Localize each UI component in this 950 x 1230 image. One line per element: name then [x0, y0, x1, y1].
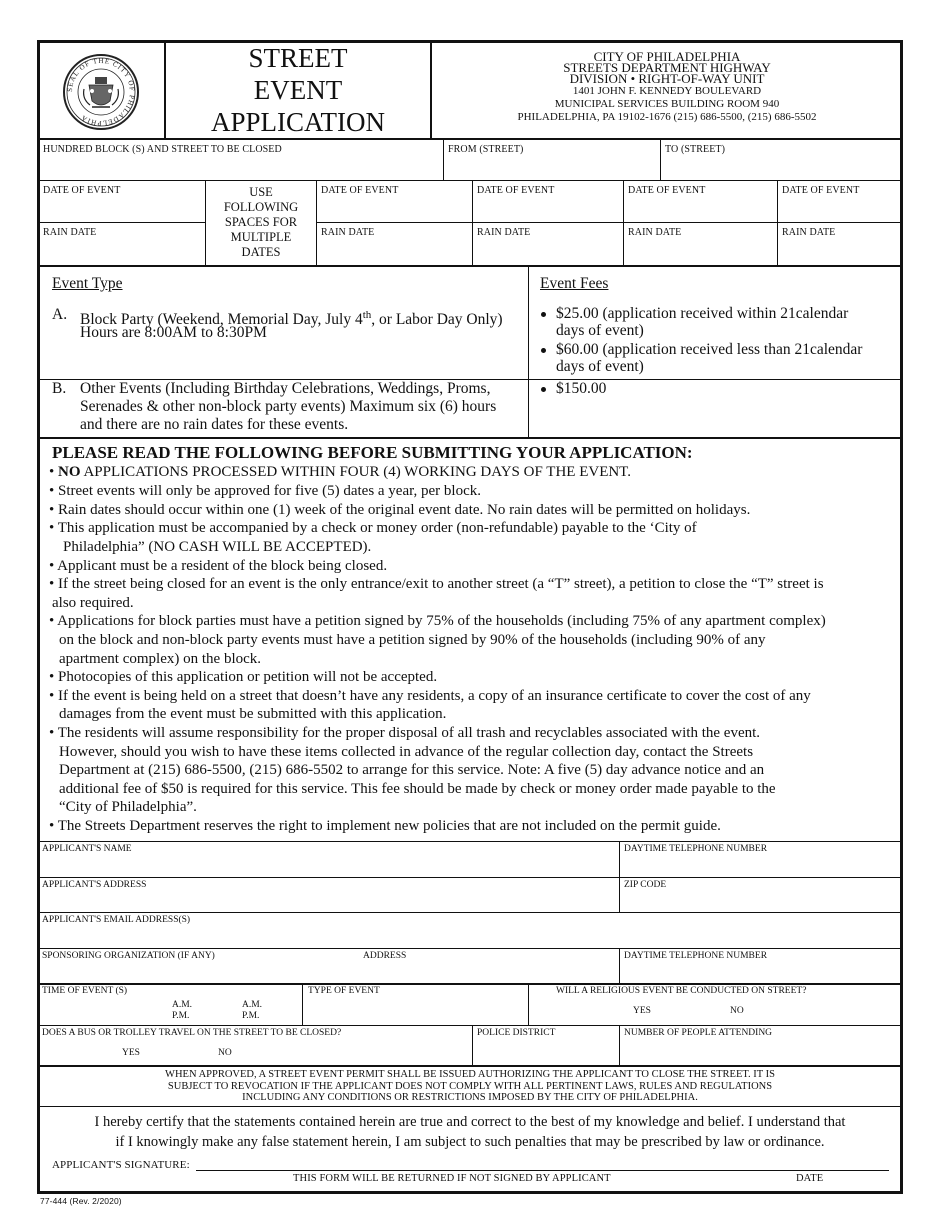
- agency-address-line: MUNICIPAL SERVICES BUILDING ROOM 940: [554, 98, 780, 110]
- event-type-a-text: , or Labor Day Only): [371, 311, 503, 329]
- applicant-name-field[interactable]: [42, 856, 614, 875]
- row-rule: [38, 437, 902, 439]
- notice-line: • The Streets Department reserves the right to implement new policies that are not included on the permit guide.: [49, 818, 721, 834]
- return-note: THIS FORM WILL BE RETURNED IF NOT SIGNED BY APPLICANT: [293, 1173, 611, 1184]
- cell-divider: [472, 1026, 473, 1065]
- event-date-label: DATE OF EVENT: [628, 185, 706, 196]
- rain-date-field[interactable]: [321, 242, 468, 262]
- signature-field[interactable]: [196, 1152, 889, 1169]
- cell-divider: [472, 180, 473, 266]
- type-of-event-field[interactable]: [308, 998, 524, 1022]
- to-street-label: TO (STREET): [665, 144, 726, 155]
- bullet-icon: [541, 348, 546, 353]
- religious-no-option[interactable]: NO: [730, 1006, 744, 1016]
- fee-a1-line: $25.00 (application received within 21calendar: [556, 305, 849, 322]
- notice-line: damages from the event must be submitted with this application.: [59, 706, 447, 722]
- rain-date-label: RAIN DATE: [321, 227, 375, 238]
- row-rule: [38, 1065, 902, 1067]
- note-line: USE: [249, 185, 273, 199]
- rain-date-field[interactable]: [44, 242, 200, 262]
- notice-line: However, should you wish to have these items collected in advance of the regular collection day, contact the Streets: [59, 744, 754, 760]
- notice-line: • The residents will assume responsibility for the proper disposal of all trash and recyclables associated with the event.: [49, 725, 761, 741]
- statement-line: WHEN APPROVED, A STREET EVENT PERMIT SHALL BE ISSUED AUTHORIZING THE APPLICANT TO CLOSE THE STREET. IT IS: [165, 1069, 775, 1080]
- agency-address-line: PHILADELPHIA, PA 19102-1676 (215) 686-5500, (215) 686-5502: [517, 111, 817, 123]
- row-rule: [38, 841, 902, 842]
- page-title: [166, 42, 430, 138]
- cell-divider: [443, 139, 444, 180]
- notice-line: • If the street being closed for an event is the only entrance/exit to another street (a “T” street), a petition to close the “T” street is: [49, 576, 824, 592]
- event-type-a-text: Block Party (Weekend, Memorial Day, July 4: [80, 311, 363, 329]
- rain-date-label: RAIN DATE: [782, 227, 836, 238]
- title-line: EVENT: [253, 75, 343, 105]
- event-date-label: DATE OF EVENT: [477, 185, 555, 196]
- event-type-heading: Event Type: [52, 275, 123, 292]
- certification-line: I hereby certify that the statements contained herein are true and correct to the best of my knowledge and belief. I understand that: [94, 1114, 846, 1130]
- email-label: APPLICANT'S EMAIL ADDRESS(S): [42, 915, 191, 925]
- city-seal: [62, 53, 140, 131]
- row-rule: [38, 948, 902, 949]
- fee-a2-line: $60.00 (application received less than 21calendar: [556, 341, 863, 358]
- notice-emphasis: NO: [58, 464, 81, 480]
- title-line: APPLICATION: [210, 107, 385, 137]
- certification-line: if I knowingly make any false statement herein, I am subject to such penalties that may be prescribed by law or ordinance.: [115, 1134, 825, 1150]
- seal-text: SEAL OF THE CITY OF PHILADELPHIA: [65, 56, 137, 128]
- agency-line: DIVISION • RIGHT-OF-WAY UNIT: [569, 71, 765, 86]
- zip-code-field[interactable]: [624, 892, 898, 910]
- cell-divider: [302, 984, 303, 1025]
- email-field[interactable]: [42, 927, 898, 946]
- title-line: STREET: [248, 43, 348, 73]
- agency-line: STREETS DEPARTMENT HIGHWAY: [563, 60, 771, 75]
- cell-divider: [619, 1026, 620, 1065]
- from-street-label: FROM (STREET): [448, 144, 524, 155]
- zip-code-label: ZIP CODE: [624, 880, 667, 890]
- time-of-event-label: TIME OF EVENT (S): [42, 986, 128, 996]
- rain-date-field[interactable]: [628, 242, 773, 262]
- applicant-address-field[interactable]: [42, 892, 614, 910]
- notice-text: APPLICATIONS PROCESSED WITHIN FOUR (4) WORKING DAYS OF THE EVENT.: [83, 464, 631, 480]
- notice-line: • Applicant must be a resident of the block being closed.: [49, 558, 388, 574]
- row-rule: [38, 877, 902, 878]
- applicant-address-label: APPLICANT'S ADDRESS: [42, 880, 147, 890]
- event-type-a-letter: A.: [52, 306, 68, 323]
- religious-event-label: WILL A RELIGIOUS EVENT BE CONDUCTED ON STREET?: [556, 986, 807, 996]
- rain-date-label: RAIN DATE: [477, 227, 531, 238]
- notice-line: • If the event is being held on a street that doesn’t have any residents, a copy of an insurance certificate to cover the cost of any: [49, 688, 811, 704]
- rain-date-label: RAIN DATE: [628, 227, 682, 238]
- event-date-field[interactable]: [477, 200, 619, 220]
- agency-line: CITY OF PHILADELPHIA: [593, 49, 741, 64]
- agency-address-line: 1401 JOHN F. KENNEDY BOULEVARD: [572, 85, 762, 97]
- am-label: A.M.: [172, 1000, 193, 1010]
- cell-divider: [316, 180, 317, 266]
- notice-line: • Street events will only be approved for five (5) dates a year, per block.: [49, 483, 481, 499]
- note-line: SPACES FOR: [224, 215, 298, 229]
- event-date-label: DATE OF EVENT: [321, 185, 399, 196]
- notice-line: • This application must be accompanied by a check or money order (non-refundable) payable to the ‘City of: [49, 520, 697, 536]
- notice-line: • Photocopies of this application or petition will not be accepted.: [49, 669, 438, 685]
- ordinal-suffix: th: [362, 309, 372, 321]
- note-line: DATES: [241, 245, 281, 259]
- event-type-b-line: and there are no rain dates for these events.: [80, 416, 349, 433]
- notice-line: apartment complex) on the block.: [59, 651, 262, 667]
- event-date-field[interactable]: [782, 200, 898, 220]
- row-rule: [38, 180, 902, 181]
- event-date-field[interactable]: [321, 200, 468, 220]
- form-number: 77-444 (Rev. 2/2020): [40, 1196, 122, 1206]
- cell-divider: [619, 949, 620, 983]
- fee-a1-line: days of event): [556, 322, 644, 339]
- signature-label: APPLICANT'S SIGNATURE:: [52, 1159, 190, 1171]
- row-rule: [316, 222, 902, 223]
- row-rule: [38, 912, 902, 913]
- people-attending-field[interactable]: [624, 1040, 898, 1062]
- note-line: MULTIPLE: [230, 230, 292, 244]
- bullet-icon: [541, 387, 546, 392]
- event-type-a-hours: Hours are 8:00AM to 8:30PM: [80, 324, 267, 341]
- row-rule: [38, 222, 205, 223]
- police-district-field[interactable]: [477, 1040, 615, 1062]
- approval-statement: [40, 1069, 900, 1104]
- note-line: FOLLOWING: [223, 200, 299, 214]
- event-date-label: DATE OF EVENT: [43, 185, 121, 196]
- header-bottom-rule: [38, 138, 902, 140]
- daytime-phone-label: DAYTIME TELEPHONE NUMBER: [624, 844, 768, 854]
- am-label: A.M.: [242, 1000, 263, 1010]
- notice-line: • Rain dates should occur within one (1) week of the original event date. No rain dates will be permitted on holidays.: [49, 502, 751, 518]
- block-street-field[interactable]: [44, 158, 438, 178]
- cell-divider: [619, 842, 620, 912]
- end-time-field[interactable]: [200, 1000, 238, 1022]
- block-street-label: HUNDRED BLOCK (S) AND STREET TO BE CLOSED: [43, 144, 282, 155]
- cell-divider: [777, 180, 778, 266]
- notice-line: additional fee of $50 is required for this service. This fee should be made by check or money order made payable to the: [59, 781, 776, 797]
- notice-line: “City of Philadelphia”.: [59, 799, 197, 815]
- applicant-name-label: APPLICANT'S NAME: [42, 844, 132, 854]
- notice-line: Philadelphia” (NO CASH WILL BE ACCEPTED).: [63, 539, 372, 555]
- statement-line: INCLUDING ANY CONDITIONS OR RESTRICTIONS IMPOSED BY THE CITY OF PHILADELPHIA.: [242, 1092, 698, 1103]
- type-of-event-label: TYPE OF EVENT: [308, 986, 380, 996]
- religious-yes-option[interactable]: YES: [633, 1006, 651, 1016]
- start-time-field[interactable]: [110, 1000, 168, 1022]
- date-label: DATE: [796, 1173, 824, 1184]
- cell-divider: [528, 984, 529, 1025]
- signature-line: [196, 1170, 889, 1171]
- fee-a2-line: days of event): [556, 358, 644, 375]
- event-date-field[interactable]: [628, 200, 773, 220]
- sponsor-label: SPONSORING ORGANIZATION (IF ANY): [42, 951, 215, 961]
- bullet-icon: [541, 312, 546, 317]
- fee-b-line: $150.00: [556, 380, 607, 397]
- cell-divider: [528, 266, 529, 438]
- notice-line: • Applications for block parties must have a petition signed by 75% of the households (including 75% of any apartment complex): [49, 613, 826, 629]
- rain-date-field[interactable]: [782, 242, 898, 262]
- statement-line: SUBJECT TO REVOCATION IF THE APPLICANT DOES NOT COMPLY WITH ALL PERTINENT LAWS, RULES AND REGULATIONS: [167, 1080, 773, 1092]
- bus-no-option[interactable]: NO: [218, 1048, 232, 1058]
- sponsor-field[interactable]: [42, 963, 614, 981]
- row-rule: [38, 1106, 902, 1107]
- row-rule: [38, 265, 902, 267]
- notice-line: on the block and non-block party events must have a petition signed by 90% of the households (including 90% of any: [59, 632, 766, 648]
- event-date-field[interactable]: [44, 200, 200, 220]
- rain-date-label: RAIN DATE: [43, 227, 97, 238]
- certification-text: [40, 1112, 900, 1152]
- agency-block: [432, 51, 902, 123]
- row-rule: [38, 1025, 902, 1026]
- cell-divider: [623, 180, 624, 266]
- people-attending-label: NUMBER OF PEOPLE ATTENDING: [624, 1028, 773, 1038]
- pm-label: P.M.: [242, 1011, 260, 1021]
- bus-yes-option[interactable]: YES: [122, 1048, 140, 1058]
- multiple-dates-note: [206, 185, 316, 260]
- daytime-phone-field[interactable]: [624, 856, 898, 875]
- rain-date-field[interactable]: [477, 242, 619, 262]
- row-rule: [38, 983, 902, 985]
- cell-divider: [660, 139, 661, 180]
- to-street-field[interactable]: [665, 158, 897, 178]
- sponsor-phone-field[interactable]: [624, 963, 898, 981]
- event-fees-heading: Event Fees: [540, 275, 609, 292]
- event-date-label: DATE OF EVENT: [782, 185, 860, 196]
- bus-trolley-label: DOES A BUS OR TROLLEY TRAVEL ON THE STREET TO BE CLOSED?: [42, 1028, 342, 1038]
- sponsor-address-label: ADDRESS: [363, 951, 407, 961]
- event-type-b-letter: B.: [52, 380, 67, 397]
- from-street-field[interactable]: [448, 158, 656, 178]
- event-type-b-line: Other Events (Including Birthday Celebrations, Weddings, Proms,: [80, 380, 491, 397]
- notice-line: also required.: [52, 595, 134, 611]
- police-district-label: POLICE DISTRICT: [477, 1028, 556, 1038]
- notice-line: • NO APPLICATIONS PROCESSED WITHIN FOUR (4) WORKING DAYS OF THE EVENT.: [49, 464, 631, 480]
- sponsor-phone-label: DAYTIME TELEPHONE NUMBER: [624, 951, 768, 961]
- pm-label: P.M.: [172, 1011, 190, 1021]
- notice-heading: PLEASE READ THE FOLLOWING BEFORE SUBMITTING YOUR APPLICATION:: [52, 443, 693, 462]
- notice-line: Department at (215) 686-5500, (215) 686-5502 to arrange for this service. Note: A five (5) day advance notice and an: [59, 762, 765, 778]
- event-type-b-line: Serenades & other non-block party events) Maximum six (6) hours: [80, 398, 497, 415]
